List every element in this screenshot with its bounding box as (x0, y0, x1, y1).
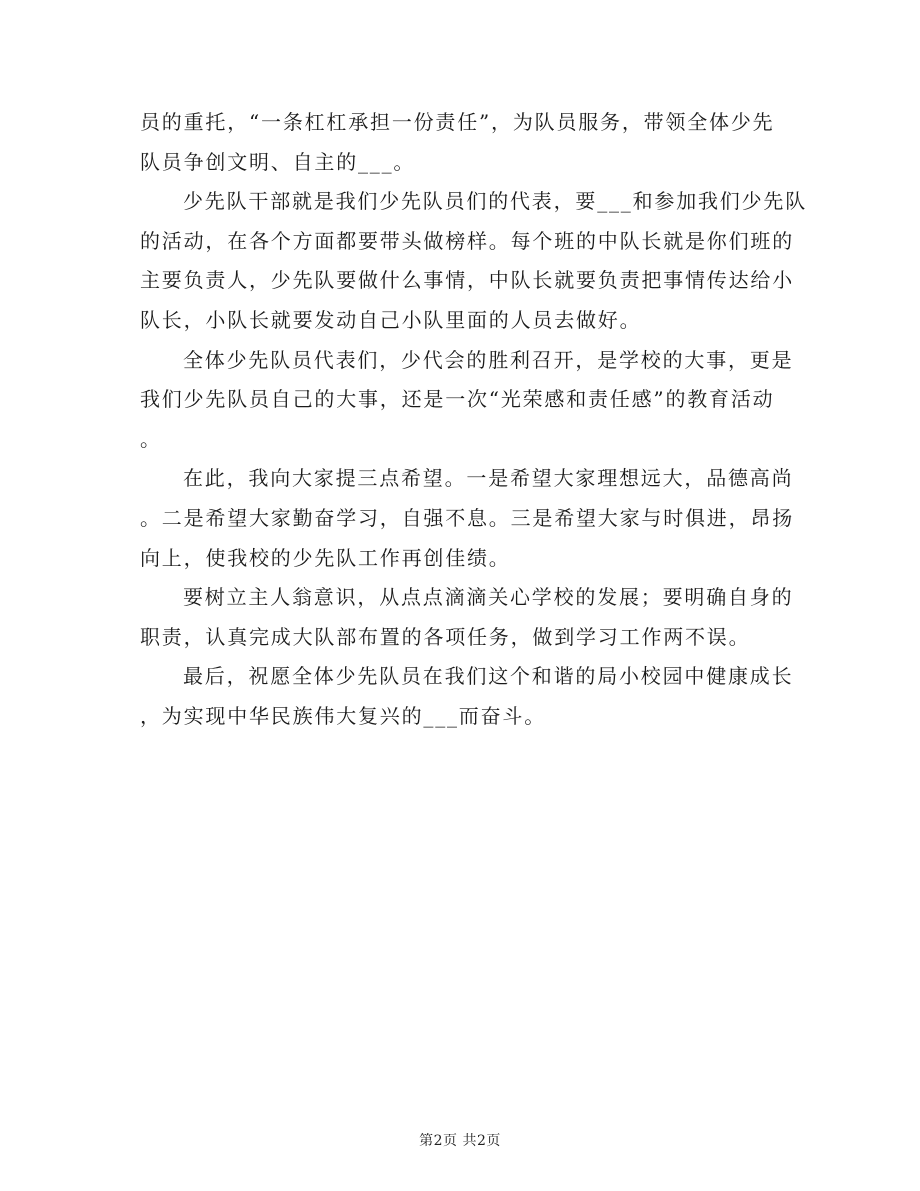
paragraph-line: 向上，使我校的少先队工作再创佳绩。 (140, 545, 511, 570)
paragraph-line: ，为实现中华民族伟大复兴的___而奋斗。 (140, 703, 546, 728)
paragraph-line: 少先队干部就是我们少先队员们的代表，要___和参加我们少先队 (183, 189, 807, 214)
paragraph-line: 队长，小队长就要发动自己小队里面的人员去做好。 (140, 307, 642, 332)
paragraph-line: 在此，我向大家提三点希望。一是希望大家理想远大，品德高尚 (183, 466, 794, 491)
document-body (140, 103, 807, 737)
paragraph-line: 。 (140, 426, 162, 451)
paragraph-3 (140, 341, 794, 460)
paragraph-line: 要树立主人翁意识，从点点滴滴关心学校的发展；要明确自身的 (183, 585, 794, 610)
paragraph-line: 主要负责人，少先队要做什么事情，中队长就要负责把事情传达给小 (140, 268, 794, 293)
page-number-footer: 第2页 共2页 (419, 1133, 501, 1149)
paragraph-line: 全体少先队员代表们，少代会的胜利召开，是学校的大事，更是 (183, 347, 794, 372)
paragraph-4 (140, 459, 794, 578)
paragraph-line: 。二是希望大家勤奋学习，自强不息。三是希望大家与时俱进，昂扬 (140, 505, 794, 530)
paragraph-line: 职责，认真完成大队部布置的各项任务，做到学习工作两不误。 (140, 624, 751, 649)
paragraph-2 (140, 182, 807, 340)
paragraph-line: 队员争创文明、自主的___。 (140, 149, 416, 174)
paragraph-6 (140, 657, 794, 736)
paragraph-5 (140, 578, 794, 657)
paragraph-line: 我们少先队员自己的大事，还是一次“光荣感和责任感”的教育活动 (140, 387, 775, 412)
paragraph-line: 最后，祝愿全体少先队员在我们这个和谐的局小校园中健康成长 (183, 664, 794, 689)
paragraph-line: 员的重托，“一条杠杠承担一份责任”，为队员服务，带领全体少先 (140, 110, 775, 134)
paragraph-line: 的活动，在各个方面都要带头做榜样。每个班的中队长就是你们班的 (140, 228, 794, 253)
paragraph-1 (140, 103, 780, 182)
